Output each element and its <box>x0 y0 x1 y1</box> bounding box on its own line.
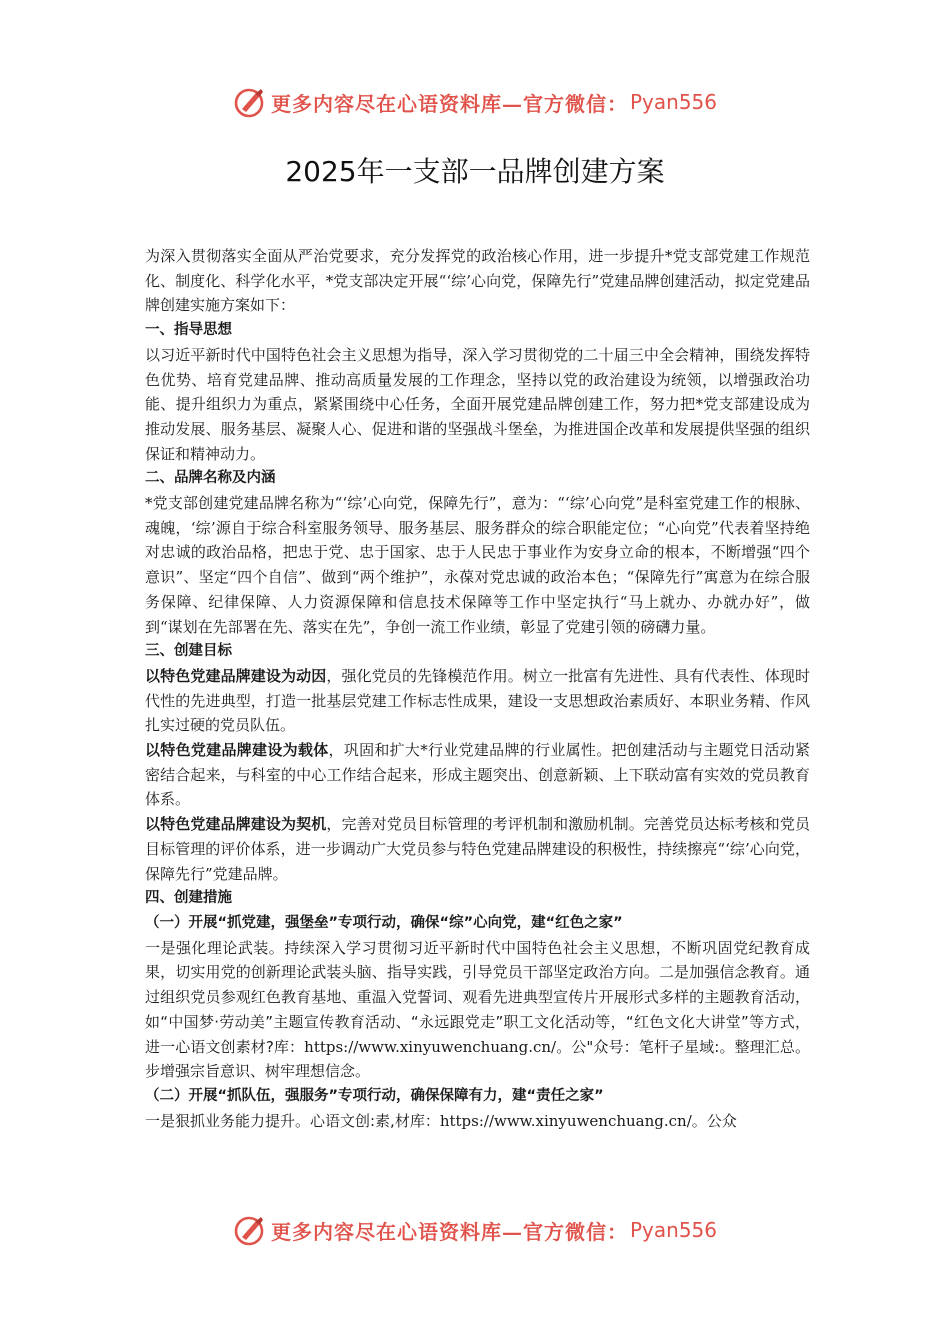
pen-logo-icon <box>233 85 267 119</box>
measure-1-body <box>145 936 810 1084</box>
document-body <box>145 244 810 1133</box>
footer-banner <box>0 1210 950 1250</box>
measure-subheading-2: （二）开展“抓队伍，强服务”专项行动，确保保障有力，建“责任之家” <box>145 1087 604 1104</box>
banner-text: 更多内容尽在心语资料库—官方微信： <box>270 91 628 116</box>
page-title: 2025年一支部一品牌创建方案 <box>285 155 665 188</box>
intro-paragraph: 为深入贯彻落实全面从严治党要求，充分发挥党的政治核心作用，进一步提升*党支部党建工作规范化、制度化、科学化水平，*党支部决定开展“‘综’心向党，保障先行”党建品牌创建活动，拟定党建品牌创建实施方案如下： <box>145 247 810 315</box>
goal-1-lead: 以特色党建品牌建设为动因 <box>145 666 327 685</box>
section-heading-4: 四、创建措施 <box>145 890 232 907</box>
goal-3-text: ，完善对党员目标管理的考评机制和激励机制。完善党员达标考核和党员目标管理的评价体系，进一步调动广大党员参与特色党建品牌建设的积极性，持续擦亮“‘综’心向党，保障先行”党建品牌。 <box>145 815 810 883</box>
header-banner <box>0 82 950 122</box>
measure-subheading-1: （一）开展“抓党建，强堡垒”专项行动，确保“综”心向党，建“红色之家” <box>145 914 623 931</box>
measure-1-url: https://www.xinyuwenchuang.cn/ <box>304 1037 557 1056</box>
banner-account: Pyan556 <box>629 1218 717 1242</box>
section-heading-1: 一、指导思想 <box>145 322 232 339</box>
goal-paragraph-2 <box>145 738 810 812</box>
measure-2-url: https://www.xinyuwenchuang.cn/ <box>439 1111 692 1130</box>
banner-account: Pyan556 <box>629 90 717 114</box>
goal-paragraph-3 <box>145 812 810 886</box>
goal-paragraph-1 <box>145 664 810 738</box>
goal-3-lead: 以特色党建品牌建设为契机 <box>145 815 327 834</box>
section-2-body: *党支部创建党建品牌名称为“‘综’心向党，保障先行”，意为：“‘综’心向党”是科室党建工作的根脉、魂魄，‘综’源自于综合科室服务领导、服务基层、服务群众的综合职能定位；“心向党”代表着坚持绝对忠诚的政治品格，把忠于党、忠于国家、忠于人民忠于事业作为安身立命的根本，不断增强“四个意识”、坚定“四个自信”、做到“两个维护”，永葆对党忠诚的政治本色；“保障先行”寓意为在综合服务保障、纪律保障、人力资源保障和信息技术保障等工作中坚定执行“马上就办、办就办好”，做到“谋划在先部署在先、落实在先”，争创一流工作业绩，彰显了党建引领的磅礴力量。 <box>145 494 810 636</box>
pen-logo-icon <box>233 1213 267 1247</box>
section-heading-3: 三、创建目标 <box>145 643 232 660</box>
banner-text: 更多内容尽在心语资料库—官方微信： <box>270 1219 628 1244</box>
measure-2-text-b: 。公众 <box>691 1111 737 1130</box>
goal-2-lead: 以特色党建品牌建设为载体 <box>145 741 329 760</box>
goal-2-text: ，巩固和扩大*行业党建品牌的行业属性。把创建活动与主题党日活动紧密结合起来，与科室的中心工作结合起来，形成主题突出、创意新颖、上下联动富有实效的党员教育体系。 <box>145 741 810 809</box>
measure-1-text-b: 。公"众号：笔杆子星域:。整理汇总。步增强宗旨意识、树牢理想信念。 <box>145 1037 810 1081</box>
measure-2-body <box>145 1109 810 1134</box>
goal-1-text: ，强化党员的先锋模范作用。树立一批富有先进性、具有代表性、体现时代性的先进典型，打造一批基层党建工作标志性成果，建设一支思想政治素质好、本职业务精、作风扎实过硬的党员队伍。 <box>145 666 810 735</box>
section-heading-2: 二、品牌名称及内涵 <box>145 470 276 487</box>
section-1-body: 以习近平新时代中国特色社会主义思想为指导，深入学习贯彻党的二十届三中全会精神，围绕发挥特色优势、培育党建品牌、推动高质量发展的工作理念，坚持以党的政治建设为统领，以增强政治功能、提升组织力为重点，紧紧围绕中心任务，全面开展党建品牌创建工作，努力把*党支部建设成为推动发展、服务基层、凝聚人心、促进和谐的坚强战斗堡垒，为推进国企改革和发展提供坚强的组织保证和精神动力。 <box>145 345 810 463</box>
measure-1-text-a: 一是强化理论武装。持续深入学习贯彻习近平新时代中国特色社会主义思想，不断巩固党纪教育成果，切实用党的创新理论武装头脑、指导实践，引导党员干部坚定政治方向。二是加强信念教育。通过组织党员参观红色教育基地、重温入党誓词、观看先进典型宣传片开展形式多样的主题教育活动，如“中国梦·劳动美”主题宣传教育活动、“永远跟党走”职工文化活动等，“红色文化大讲堂”等方式，进一心语文创素材?库： <box>145 938 810 1056</box>
measure-2-text-a: 一是狠抓业务能力提升。心语文创:素,材库： <box>145 1111 440 1130</box>
